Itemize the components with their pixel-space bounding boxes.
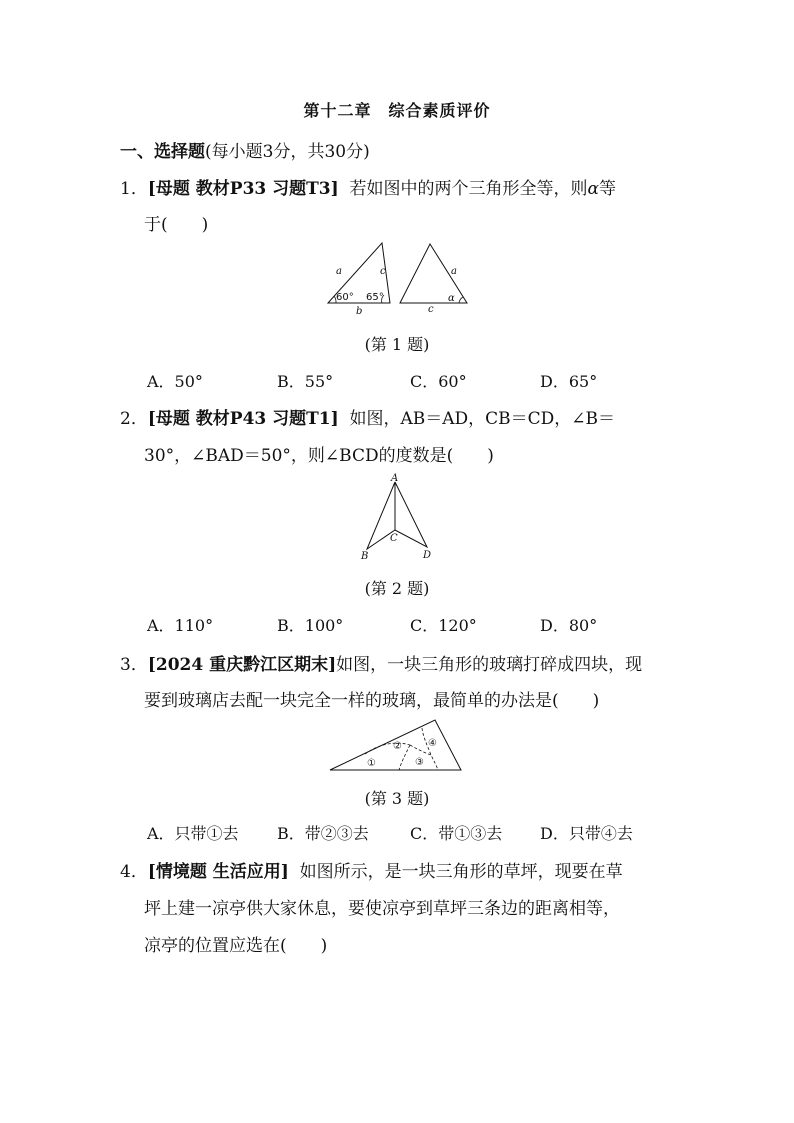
q1-line1 <box>120 174 616 199</box>
q1-option-d: D．65° <box>540 372 598 391</box>
q2-number: 2． <box>120 409 148 429</box>
q1-figure <box>320 238 480 318</box>
q3-piece-4: ④ <box>428 738 437 749</box>
q2-text: 如图，AB＝AD，CB＝CD，∠B＝ <box>349 409 616 429</box>
section-heading <box>120 137 370 162</box>
q2-figure <box>355 472 445 564</box>
q3-option-d: D．只带④去 <box>540 824 633 843</box>
q4-line3: 凉亭的位置应选在( ) <box>144 936 328 956</box>
q1-caption: (第 1 题) <box>364 335 430 354</box>
q3-caption: (第 3 题) <box>364 789 430 808</box>
q3-line2: 要到玻璃店去配一块完全一样的玻璃，最简单的办法是( ) <box>144 691 600 711</box>
q1-tag: [母题 教材P33 习题T3] <box>147 179 339 199</box>
q1-option-a: A．50° <box>147 372 203 391</box>
q3-figure <box>325 715 465 775</box>
q1-option-b: B．55° <box>277 372 334 391</box>
q2-option-d: D．80° <box>540 616 598 635</box>
q4-tag: [情境题 生活应用] <box>147 862 289 882</box>
q4-line2: 坪上建一凉亭供大家休息，要使凉亭到草坪三条边的距离相等， <box>144 899 620 919</box>
q1-left-label-b: b <box>356 306 363 317</box>
q4-text: 如图所示，是一块三角形的草坪，现要在草 <box>299 862 623 882</box>
section-note: (每小题3分，共30分) <box>205 142 370 162</box>
q2-label-b: B <box>361 551 369 562</box>
q4-number: 4． <box>120 862 148 882</box>
q4-line1 <box>120 857 623 882</box>
section-heading-text: 一、选择题 <box>120 142 205 162</box>
q1-variable: α <box>587 179 599 199</box>
q3-option-c: C．带①③去 <box>410 824 503 843</box>
q1-left-triangle <box>328 243 390 317</box>
q1-left-label-a: a <box>336 266 342 277</box>
q1-right-label-a: a <box>451 266 457 277</box>
q3-tag: [2024 重庆黔江区期末] <box>147 655 337 675</box>
q1-line2: 于( ) <box>144 215 209 235</box>
q1-text: 若如图中的两个三角形全等，则 <box>349 179 588 199</box>
q2-option-c: C．120° <box>410 616 477 635</box>
q1-left-label-c: c <box>380 266 386 277</box>
q3-piece-2: ② <box>393 741 402 752</box>
q3-piece-1: ① <box>367 758 376 769</box>
q1-number: 1． <box>120 179 148 199</box>
q2-line2: 30°，∠BAD＝50°，则∠BCD的度数是( ) <box>144 446 494 466</box>
q2-caption: (第 2 题) <box>364 579 430 598</box>
q1-left-angle-60: 60° <box>336 292 354 303</box>
q3-text: 如图，一块三角形的玻璃打碎成四块，现 <box>336 655 643 675</box>
q2-tag: [母题 教材P43 习题T1] <box>147 409 339 429</box>
q3-crack-1 <box>365 743 410 754</box>
page-title: 第十二章 综合素质评价 <box>303 101 491 120</box>
q2-label-a: A <box>391 473 399 484</box>
q1-right-label-alpha: α <box>448 293 455 304</box>
q1-left-angle-65: 65° <box>366 292 384 303</box>
q1-text-end: 等 <box>598 179 616 199</box>
q2-label-d: D <box>423 550 432 561</box>
q3-number: 3． <box>120 655 148 675</box>
q3-piece-3: ③ <box>415 757 424 768</box>
q3-option-b: B．带②③去 <box>277 824 369 843</box>
q3-crack-4 <box>422 728 438 770</box>
q1-right-triangle <box>400 244 467 315</box>
q2-label-c: C <box>390 533 398 544</box>
q1-right-angle-arc <box>459 297 463 303</box>
q1-option-c: C．60° <box>410 372 467 391</box>
q2-option-b: B．100° <box>277 616 344 635</box>
q3-option-a: A．只带①去 <box>147 824 239 843</box>
q2-line1 <box>120 404 615 429</box>
q1-right-label-c: c <box>428 304 434 315</box>
q3-line1 <box>120 650 642 675</box>
q2-option-a: A．110° <box>147 616 214 635</box>
